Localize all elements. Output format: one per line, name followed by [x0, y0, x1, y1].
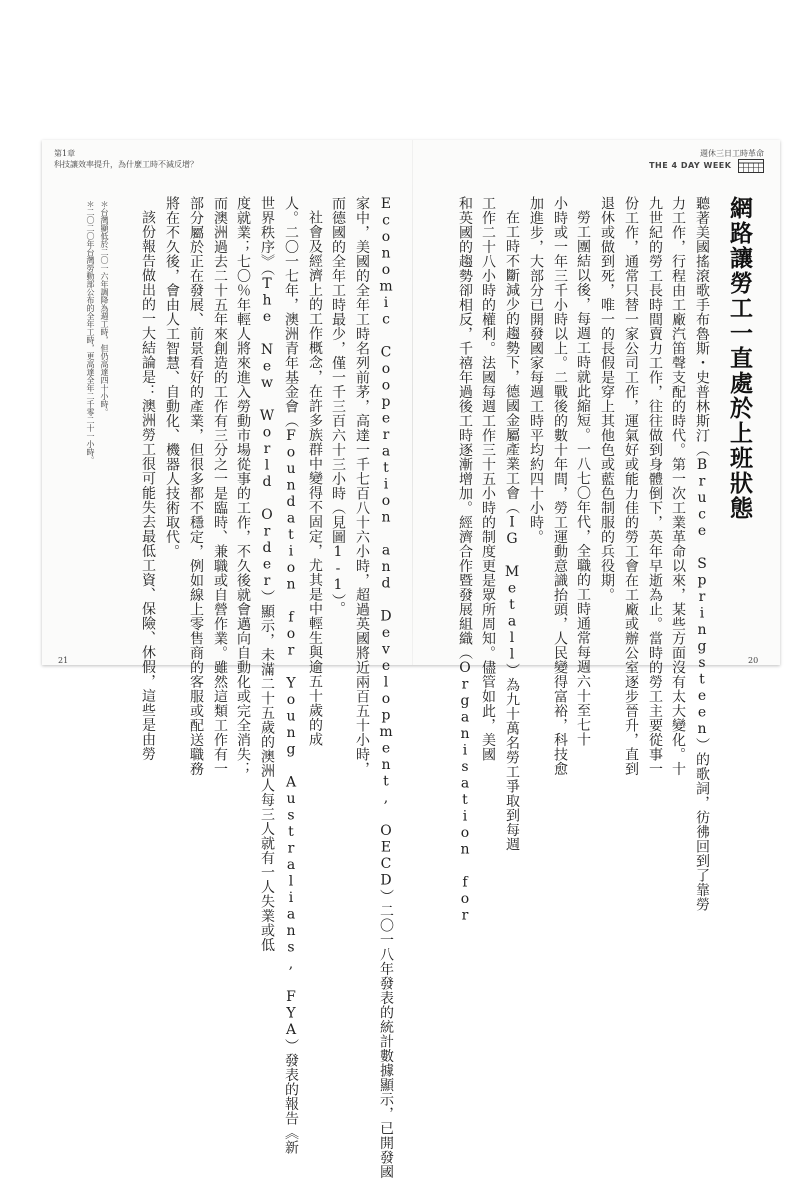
left-column-6: 世界秩序》（The New World Order）顯示，未滿二十五歲的澳洲人每三人就有一人失業或低	[259, 196, 275, 952]
calendar-grid-icon	[738, 159, 764, 173]
left-column-5: 人。二〇一七年，澳洲青年基金會（Foundation for Young Australians, FYA）發表的報告《新	[283, 196, 299, 1155]
right-column-1: 聽著美國搖滾歌手布魯斯・史普林斯汀（Bruce Springsteen）的歌詞，彷彿回到了靠勞	[694, 196, 710, 912]
left-column-4: 社會及經濟上的工作概念，在許多族群中變得不固定，尤其是中輕生與逾五十歲的成	[307, 210, 323, 747]
left-column-1: Economic Cooperation and Development, OECD）二〇一八年發表的統計數據顯示，已開發國	[378, 196, 394, 1179]
right-column-11: 和英國的趨勢卻相反，千禧年過後工時逐漸增加。經濟合作暨發展組織（Organisation for	[457, 196, 473, 924]
chapter-label: 第1章	[54, 149, 76, 158]
left-column-8: 而澳洲過去二十五年來創造的工作有三分之一是臨時、兼職或自營作業。雖然這類工作有一	[212, 196, 228, 776]
footnote-2: ＊二〇二〇年台灣勞動部公布的全年工時，更高達全年二千零二十一小時。	[86, 200, 95, 464]
left-column-2: 家中，美國的全年工時名列前茅，高達一千七百八十六小時，超過英國將近兩百五十小時，	[354, 196, 370, 776]
right-column-2: 力工作，行程由工廠汽笛聲支配的時代。第一次工業革命以來，某些方面沒有太大變化。十	[670, 196, 686, 776]
section-heading: 網路讓勞工一直處於上班狀態	[726, 196, 752, 521]
right-column-9: 在工時不斷減少的趨勢下，德國金屬產業工會（IG Metall）為九十萬名勞工爭取到每週	[504, 210, 520, 852]
right-column-7: 小時或一年三千小時以上。二戰後的數十年間，勞工運動意識抬頭，人民變得富裕，科技愈	[552, 196, 568, 776]
right-column-8: 加進步，大部分已開發國家每週工時平均約四十小時。	[528, 196, 544, 544]
book-gutter	[412, 140, 413, 665]
left-column-3: 而德國的全年工時最少，僅一千三百六十三小時（見圖1-1）。	[330, 196, 346, 616]
left-running-head	[54, 148, 198, 170]
footnote-1: ＊台灣顯低於二〇一六年調降為週工時，但仍高達四十小時。	[100, 200, 109, 416]
left-column-7: 度就業；七〇％年輕人將來進入勞動市場從事的工作，不久後就會邁向自動化或完全消失；	[235, 196, 251, 776]
left-column-9: 部分屬於正在發展、前景看好的產業，但很多都不穩定，例如線上零售商的客服或配送職務	[188, 196, 204, 776]
left-column-10: 將在不久後，會由人工智慧、自動化、機器人技術取代。	[164, 196, 180, 559]
book-title-zh: 週休三日工時革命	[700, 149, 764, 158]
left-column-11: 該份報告做出的一大結論是：澳洲勞工很可能失去最低工資、保險、休假，這些是由勞	[140, 210, 156, 761]
right-column-4: 份工作，通常只替一家公司工作，運氣好或能力佳的勞工會在工廠或辦公室逐步晉升，直到	[623, 196, 639, 776]
page-number-right: 20	[748, 656, 759, 665]
right-column-3: 九世紀的勞工長時間賣力工作，往往做到身體倒下，英年早逝為止。當時的勞工主要從事一	[647, 196, 663, 776]
page-number-left: 21	[58, 656, 69, 665]
book-title-en: THE 4 DAY WEEK	[649, 161, 732, 170]
chapter-subtitle: 科技讓效率提升，為什麼工時不減反增？	[54, 160, 198, 169]
right-running-head	[649, 148, 764, 173]
right-column-5: 退休或做到死，唯一的長假是穿上其他色或藍色制服的兵役期。	[599, 196, 615, 602]
right-column-6: 勞工團結以後，每週工時就此縮短。一八七〇年代，全職的工時通常每週六十至七十	[575, 210, 591, 747]
right-column-10: 工作二十八小時的權利。法國每週工作三十五小時的制度更是眾所周知。儘管如此，美國	[480, 196, 496, 762]
